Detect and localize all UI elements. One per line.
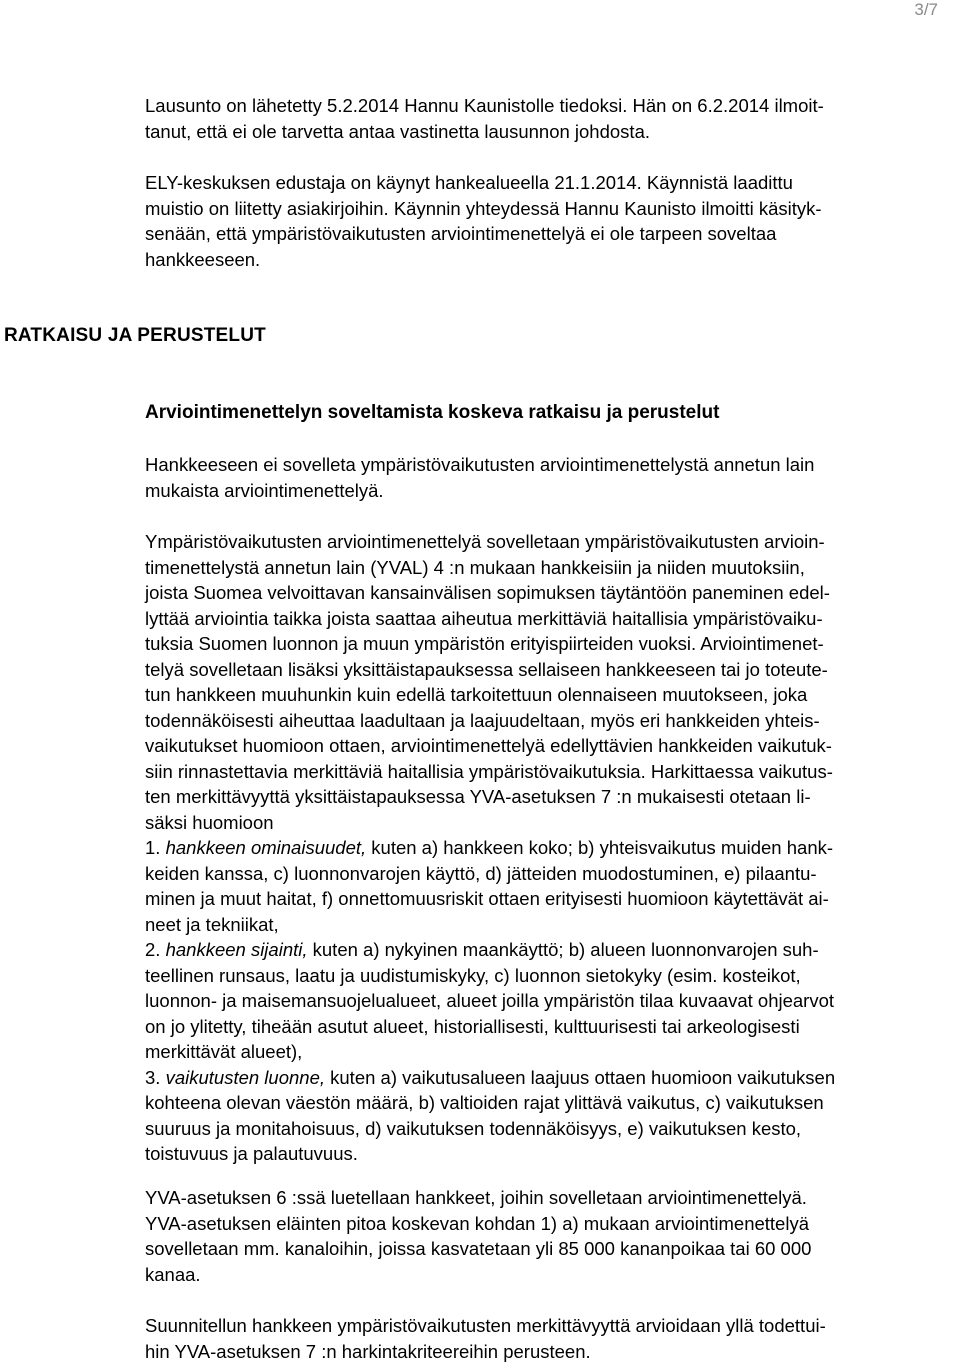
text-line: suuruus ja monitahoisuus, d) vaikutuksen todennäköisyys, e) vaikutuksen kesto, <box>145 1117 802 1139</box>
text-line: Lausunto on lähetetty 5.2.2014 Hannu Kaunistolle tiedoksi. Hän on 6.2.2014 ilmoit- <box>145 95 824 116</box>
list-term: hankkeen ominaisuudet, <box>165 837 367 858</box>
list-item-3 <box>145 1065 945 1091</box>
text-line: siin rinnastettavia merkittäviä haitallisia ympäristövaikutuksia. Harkittaessa vaikutus- <box>145 760 833 782</box>
text-line: Ympäristövaikutusten arviointimenettelyä sovelletaan ympäristövaikutusten arvioin- <box>145 531 825 552</box>
list-item-1 <box>145 835 945 861</box>
text-line: luonnon- ja maisemansuojelualueet, alueet joilla ympäristön tilaa kuvaavat ohjearvot <box>145 990 835 1011</box>
text-line: merkittävät alueet), <box>145 1041 303 1062</box>
text-line: telyä sovelletaan lisäksi yksittäistapauksessa sellaiseen hankkeeseen tai jo toteute- <box>145 658 828 680</box>
text-line: tun hankkeen muuhunkin kuin edellä tarkoitettuun olennaiseen muutokseen, joka <box>145 684 808 705</box>
text-line: YVA-asetuksen 6 :ssä luetellaan hankkeet, joihin sovelletaan arviointimenettelyä. <box>145 1187 807 1208</box>
paragraph-statement-sent <box>145 93 945 144</box>
paragraph-site-visit <box>145 170 945 272</box>
list-term: hankkeen sijainti, <box>165 939 308 960</box>
text-line: neet ja tekniikat, <box>145 913 279 935</box>
text-line: kohteena olevan väestön määrä, b) valtioiden rajat ylittävä vaikutus, c) vaikutuksen <box>145 1092 824 1113</box>
subsection-heading: Arviointimenettelyn soveltamista koskeva ratkaisu ja perustelut <box>145 402 720 423</box>
text-line: hin YVA-asetuksen 7 :n harkintakriteereihin perusteen. <box>145 1340 591 1362</box>
list-item-2 <box>145 937 945 963</box>
text-line: tanut, että ei ole tarvetta antaa vastinetta lausunnon johdosta. <box>145 120 650 142</box>
text-line: mukaista arviointimenettelyä. <box>145 479 384 501</box>
page-number: 3/7 <box>914 0 938 19</box>
text-line: kanaa. <box>145 1263 201 1285</box>
paragraph-yva-decree <box>145 1185 945 1287</box>
list-number: 2. <box>145 939 166 960</box>
list-text: kuten a) vaikutusalueen laajuus ottaen huomioon vaikutuksen <box>325 1066 836 1088</box>
text-line: Suunnitellun hankkeen ympäristövaikutusten merkittävyyttä arvioidaan yllä todettui- <box>145 1315 826 1336</box>
text-line: teellinen runsaus, laatu ja uudistumiskyky, c) luonnon sietokyky (esim. kosteikot, <box>145 964 801 986</box>
paragraph-yva-application <box>145 529 945 1167</box>
text-line: vaikutukset huomioon ottaen, arviointimenettelyä edellyttävien hankkeiden vaikutuk- <box>145 735 832 756</box>
list-text: kuten a) hankkeen koko; b) yhteisvaikutus muiden hank- <box>366 837 834 858</box>
text-line: senään, että ympäristövaikutusten arviointimenettelyä ei ole tarpeen soveltaa <box>145 223 777 244</box>
paragraph-assessment <box>145 1313 945 1364</box>
section-heading: RATKAISU JA PERUSTELUT <box>4 325 266 346</box>
list-number: 3. <box>145 1066 166 1088</box>
text-line: on jo ylitetty, tiheään asutut alueet, historiallisesti, kulttuurisesti tai arkeologisesti <box>145 1015 800 1037</box>
text-line: keiden kanssa, c) luonnonvarojen käyttö, d) jätteiden muodostuminen, e) pilaantu- <box>145 862 817 884</box>
text-line: lyttää arviointia taikka joista saattaa aiheutua merkittäviä haitallisia ympäristövaiku- <box>145 607 823 629</box>
text-line: säksi huomioon <box>145 811 274 833</box>
list-text: kuten a) nykyinen maankäyttö; b) alueen luonnonvarojen suh- <box>307 939 819 960</box>
text-line: muistio on liitetty asiakirjoihin. Käynnin yhteydessä Hannu Kaunisto ilmoitti käsityk- <box>145 197 822 219</box>
list-number: 1. <box>145 837 166 858</box>
text-line: ten merkittävyyttä yksittäistapauksessa YVA-asetuksen 7 :n mukaisesti otetaan li- <box>145 786 811 807</box>
paragraph-decision <box>145 452 945 503</box>
text-line: todennäköisesti aiheuttaa laadultaan ja laajuudeltaan, myös eri hankkeiden yhteis- <box>145 709 820 731</box>
text-line: joista Suomea velvoittavan kansainvälisen sopimuksen täytäntöön paneminen edel- <box>145 582 830 603</box>
text-line: YVA-asetuksen eläinten pitoa koskevan kohdan 1) a) mukaan arviointimenettelyä <box>145 1212 809 1234</box>
text-line: hankkeeseen. <box>145 248 261 270</box>
text-line: minen ja muut haitat, f) onnettomuusriskit ottaen erityisesti huomioon käytettävät ai- <box>145 888 829 909</box>
list-term: vaikutusten luonne, <box>165 1066 325 1088</box>
text-line: Hankkeeseen ei sovelleta ympäristövaikutusten arviointimenettelystä annetun lain <box>145 454 815 475</box>
text-line: toistuvuus ja palautuvuus. <box>145 1143 358 1164</box>
text-line: timenettelystä annetun lain (YVAL) 4 :n mukaan hankkeisiin ja niiden muutoksiin, <box>145 556 805 578</box>
text-line: ELY-keskuksen edustaja on käynyt hankealueella 21.1.2014. Käynnistä laadittu <box>145 172 793 193</box>
text-line: tuksia Suomen luonnon ja muun ympäristön erityispiirteiden vuoksi. Arviointimenet- <box>145 633 824 654</box>
text-line: sovelletaan mm. kanaloihin, joissa kasvatetaan yli 85 000 kananpoikaa tai 60 000 <box>145 1238 812 1259</box>
